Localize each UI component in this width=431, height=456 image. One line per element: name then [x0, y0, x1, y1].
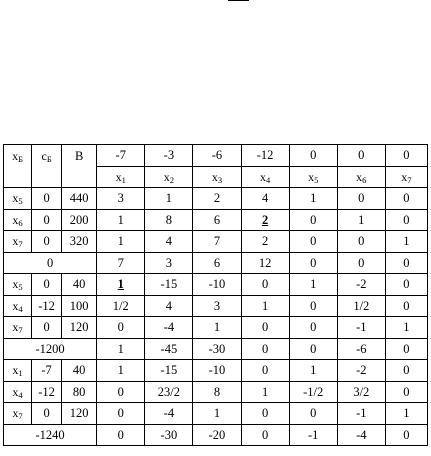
- coefficient-value: 3/2: [353, 384, 370, 399]
- basis-variable: $x_4$: [4, 381, 32, 403]
- coefficient-cell: [97, 274, 145, 296]
- delta-row: [4, 252, 428, 274]
- coefficient-value: 1: [403, 234, 410, 249]
- coefficient-value: 0: [358, 234, 365, 249]
- coefficient-cell: [385, 317, 427, 339]
- tableau-row: [4, 209, 428, 231]
- coefficient-cell: [193, 317, 241, 339]
- header-cost-value: 0: [385, 145, 427, 167]
- coefficient-value: 0: [261, 277, 269, 292]
- basis-cost: 0: [32, 209, 62, 231]
- coefficient-cell: [193, 381, 241, 403]
- coefficient-value: 0: [261, 406, 269, 421]
- rhs-value: 120: [62, 317, 97, 339]
- coefficient-value: 1: [403, 320, 410, 335]
- coefficient-cell: [385, 360, 427, 382]
- coefficient-cell: [97, 381, 145, 403]
- coefficient-cell: [193, 209, 241, 231]
- coefficient-cell: [241, 209, 289, 231]
- coefficient-cell: [337, 295, 385, 317]
- rhs-value: 120: [62, 403, 97, 425]
- tableau-row: [4, 295, 428, 317]
- coefficient-value: -1/2: [303, 384, 324, 399]
- header-var: $x_4$: [241, 166, 289, 188]
- basis-variable: $x_4$: [4, 295, 32, 317]
- coefficient-value: 1/2: [112, 298, 129, 313]
- coefficient-value: 1: [310, 191, 317, 206]
- delta-value: 0: [289, 338, 337, 360]
- rhs-value: 100: [62, 295, 97, 317]
- coefficient-cell: [145, 231, 193, 253]
- coefficient-cell: [145, 209, 193, 231]
- tableau-row: [4, 274, 428, 296]
- coefficient-cell: [97, 317, 145, 339]
- delta-value: 0: [385, 252, 427, 274]
- coefficient-cell: [145, 403, 193, 425]
- coefficient-value: -15: [160, 277, 178, 292]
- coefficient-value: 8: [213, 384, 221, 399]
- delta-value: -20: [193, 424, 241, 446]
- coefficient-value: 1: [165, 191, 172, 206]
- coefficient-value: 1: [117, 363, 124, 378]
- objective-value: -1240: [4, 424, 97, 446]
- coefficient-cell: [97, 209, 145, 231]
- rhs-value: 320: [62, 231, 97, 253]
- coefficient-cell: [385, 274, 427, 296]
- coefficient-value: 0: [403, 212, 410, 227]
- coefficient-value: 1: [403, 406, 410, 421]
- coefficient-value: 0: [310, 298, 317, 313]
- header-cost: $c_Б$: [32, 145, 62, 188]
- coefficient-value: 0: [117, 406, 124, 421]
- header-var: $x_7$: [385, 166, 427, 188]
- delta-value: 0: [241, 338, 289, 360]
- coefficient-cell: [337, 317, 385, 339]
- coefficient-cell: [97, 188, 145, 210]
- pivot-element: 1: [117, 277, 124, 292]
- basis-cost: -12: [32, 381, 62, 403]
- coefficient-cell: [145, 274, 193, 296]
- coefficient-cell: [97, 360, 145, 382]
- coefficient-value: 1: [261, 298, 269, 313]
- coefficient-cell: [193, 231, 241, 253]
- coefficient-cell: [241, 274, 289, 296]
- coefficient-cell: [145, 295, 193, 317]
- basis-variable: $x_6$: [4, 209, 32, 231]
- coefficient-value: 4: [165, 298, 172, 313]
- coefficient-value: 0: [403, 363, 410, 378]
- header-b: B: [62, 145, 97, 188]
- rhs-value: 80: [62, 381, 97, 403]
- rhs-value: 200: [62, 209, 97, 231]
- header-var: $x_3$: [193, 166, 241, 188]
- coefficient-cell: [193, 360, 241, 382]
- coefficient-value: -1: [356, 406, 367, 421]
- coefficient-value: -4: [163, 406, 175, 421]
- coefficient-value: 1: [310, 277, 317, 292]
- coefficient-value: -10: [208, 363, 226, 378]
- coefficient-cell: [289, 274, 337, 296]
- delta-value: 3: [145, 252, 193, 274]
- coefficient-cell: [385, 381, 427, 403]
- tableau-row: [4, 188, 428, 210]
- coefficient-value: 0: [117, 320, 124, 335]
- header-cost-value: -6: [193, 145, 241, 167]
- coefficient-cell: [289, 381, 337, 403]
- coefficient-value: 0: [310, 406, 317, 421]
- delta-value: 7: [97, 252, 145, 274]
- coefficient-value: -10: [208, 277, 226, 292]
- coefficient-cell: [241, 360, 289, 382]
- coefficient-value: 3: [213, 298, 221, 313]
- coefficient-cell: [289, 188, 337, 210]
- coefficient-cell: [289, 403, 337, 425]
- rhs-value: 40: [62, 274, 97, 296]
- coefficient-cell: [193, 403, 241, 425]
- coefficient-value: 23/2: [157, 384, 180, 399]
- coefficient-cell: [337, 274, 385, 296]
- coefficient-value: 0: [403, 298, 410, 313]
- coefficient-cell: [337, 403, 385, 425]
- top-overline-mark: [228, 0, 249, 1]
- coefficient-value: 0: [261, 363, 269, 378]
- basis-cost: -12: [32, 295, 62, 317]
- basis-cost: 0: [32, 274, 62, 296]
- coefficient-value: -4: [163, 320, 175, 335]
- coefficient-cell: [289, 295, 337, 317]
- coefficient-value: 0: [117, 384, 124, 399]
- coefficient-cell: [97, 403, 145, 425]
- delta-value: 6: [193, 252, 241, 274]
- coefficient-cell: [241, 231, 289, 253]
- coefficient-value: 1: [213, 406, 221, 421]
- coefficient-cell: [241, 295, 289, 317]
- basis-variable: $x_1$: [4, 360, 32, 382]
- delta-value: -45: [145, 338, 193, 360]
- header-cost-value: -12: [241, 145, 289, 167]
- tableau-row: [4, 317, 428, 339]
- delta-value: 0: [385, 338, 427, 360]
- tableau-row: [4, 403, 428, 425]
- basis-variable: $x_7$: [4, 403, 32, 425]
- coefficient-value: 1: [261, 384, 269, 399]
- coefficient-value: -2: [356, 277, 367, 292]
- delta-value: -6: [337, 338, 385, 360]
- rhs-value: 40: [62, 360, 97, 382]
- header-cost-value: -3: [145, 145, 193, 167]
- coefficient-cell: [289, 317, 337, 339]
- coefficient-value: 0: [310, 212, 317, 227]
- coefficient-value: 2: [261, 234, 269, 249]
- coefficient-cell: [241, 317, 289, 339]
- rhs-value: 440: [62, 188, 97, 210]
- coefficient-cell: [97, 231, 145, 253]
- coefficient-value: 0: [310, 234, 317, 249]
- delta-value: -30: [145, 424, 193, 446]
- delta-value: 0: [337, 252, 385, 274]
- delta-value: 0: [289, 252, 337, 274]
- coefficient-cell: [193, 295, 241, 317]
- header-basis: $x_Б$: [4, 145, 32, 188]
- coefficient-cell: [337, 188, 385, 210]
- coefficient-cell: [97, 295, 145, 317]
- coefficient-cell: [241, 381, 289, 403]
- coefficient-value: 4: [165, 234, 172, 249]
- delta-value: 0: [385, 424, 427, 446]
- basis-variable: $x_7$: [4, 317, 32, 339]
- coefficient-value: 1: [310, 363, 317, 378]
- coefficient-value: 2: [213, 191, 221, 206]
- tableau-row: [4, 360, 428, 382]
- coefficient-value: 4: [261, 191, 269, 206]
- pivot-element: 2: [261, 212, 269, 227]
- objective-value: 0: [4, 252, 97, 274]
- coefficient-value: 0: [261, 320, 269, 335]
- header-cost-value: 0: [289, 145, 337, 167]
- header-cost-value: -7: [97, 145, 145, 167]
- coefficient-value: 8: [165, 212, 172, 227]
- coefficient-value: 3: [117, 191, 124, 206]
- delta-value: 1: [97, 338, 145, 360]
- coefficient-cell: [289, 209, 337, 231]
- header-var: $x_2$: [145, 166, 193, 188]
- delta-value: 12: [241, 252, 289, 274]
- coefficient-cell: [385, 295, 427, 317]
- coefficient-cell: [145, 360, 193, 382]
- objective-value: -1200: [4, 338, 97, 360]
- coefficient-value: 6: [213, 212, 221, 227]
- coefficient-cell: [241, 188, 289, 210]
- delta-value: 0: [241, 424, 289, 446]
- coefficient-cell: [385, 209, 427, 231]
- header-row-costs: [4, 145, 428, 167]
- coefficient-value: 0: [403, 384, 410, 399]
- basis-cost: 0: [32, 317, 62, 339]
- coefficient-value: 1: [117, 212, 124, 227]
- simplex-table: [3, 144, 428, 446]
- delta-value: 0: [97, 424, 145, 446]
- coefficient-cell: [337, 231, 385, 253]
- basis-cost: 0: [32, 231, 62, 253]
- coefficient-cell: [145, 317, 193, 339]
- coefficient-cell: [145, 381, 193, 403]
- coefficient-value: 1/2: [353, 298, 370, 313]
- coefficient-cell: [289, 231, 337, 253]
- coefficient-value: -2: [356, 363, 367, 378]
- header-cost-value: 0: [337, 145, 385, 167]
- coefficient-value: -15: [160, 363, 178, 378]
- coefficient-value: 0: [403, 277, 410, 292]
- coefficient-value: 0: [310, 320, 317, 335]
- basis-variable: $x_7$: [4, 231, 32, 253]
- coefficient-cell: [193, 274, 241, 296]
- basis-variable: $x_5$: [4, 274, 32, 296]
- coefficient-cell: [193, 188, 241, 210]
- coefficient-cell: [337, 209, 385, 231]
- simplex-table-body: [4, 145, 428, 446]
- coefficient-cell: [289, 360, 337, 382]
- delta-value: -4: [337, 424, 385, 446]
- coefficient-value: 0: [403, 191, 410, 206]
- header-var: $x_6$: [337, 166, 385, 188]
- basis-cost: 0: [32, 188, 62, 210]
- coefficient-cell: [385, 403, 427, 425]
- coefficient-value: 1: [358, 212, 365, 227]
- coefficient-cell: [145, 188, 193, 210]
- basis-cost: -7: [32, 360, 62, 382]
- basis-variable: $x_5$: [4, 188, 32, 210]
- coefficient-cell: [337, 360, 385, 382]
- coefficient-value: 7: [213, 234, 221, 249]
- header-var: $x_1$: [97, 166, 145, 188]
- tableau-row: [4, 231, 428, 253]
- coefficient-value: 1: [117, 234, 124, 249]
- coefficient-cell: [385, 188, 427, 210]
- delta-value: -30: [193, 338, 241, 360]
- coefficient-value: -1: [356, 320, 367, 335]
- coefficient-value: 1: [213, 320, 221, 335]
- coefficient-cell: [385, 231, 427, 253]
- basis-cost: 0: [32, 403, 62, 425]
- delta-row: [4, 424, 428, 446]
- tableau-row: [4, 381, 428, 403]
- coefficient-cell: [241, 403, 289, 425]
- delta-row: [4, 338, 428, 360]
- coefficient-value: 0: [358, 191, 365, 206]
- coefficient-cell: [337, 381, 385, 403]
- delta-value: -1: [289, 424, 337, 446]
- header-var: $x_5$: [289, 166, 337, 188]
